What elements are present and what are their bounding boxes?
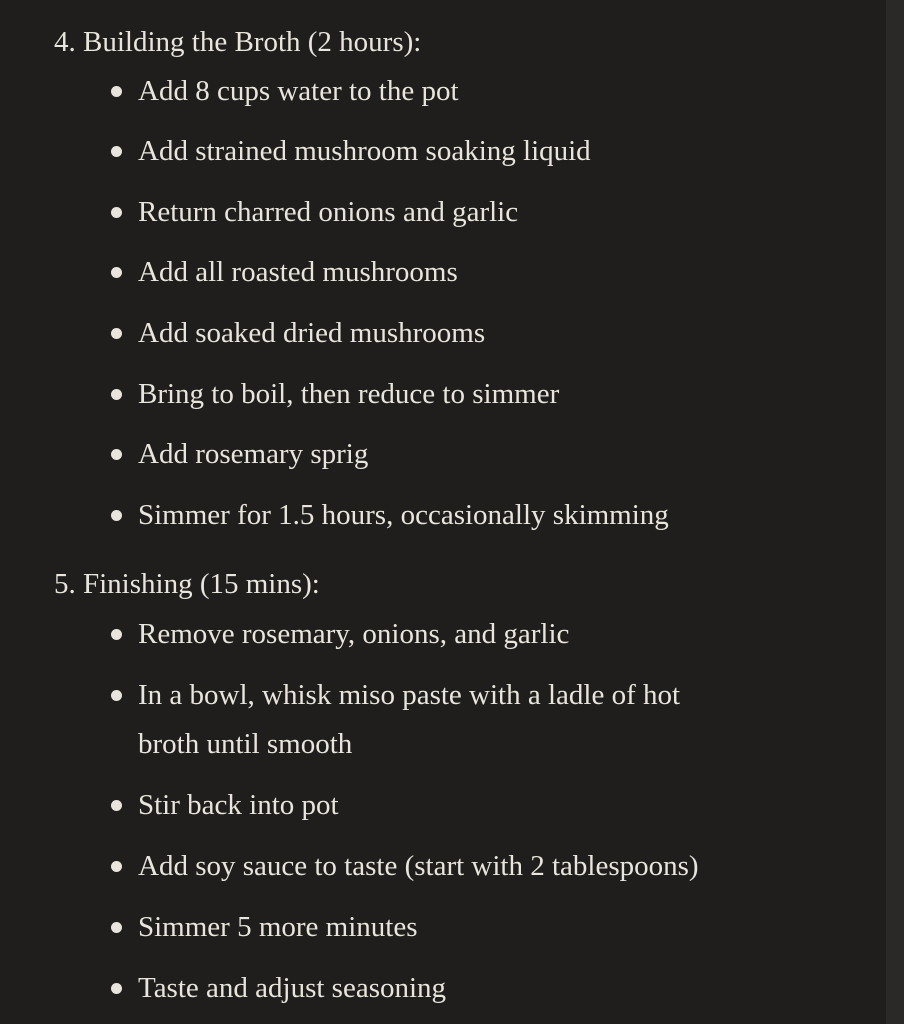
bullet-dot xyxy=(111,690,122,701)
list-item: Add all roasted mushrooms xyxy=(138,256,458,288)
bullet-dot xyxy=(111,449,122,460)
list-item: Taste and adjust seasoning xyxy=(138,972,447,1004)
list-item: Add strained mushroom soaking liquid xyxy=(138,135,591,167)
list-item: Bring to boil, then reduce to simmer xyxy=(138,378,560,410)
list-item-line-2: broth until smooth xyxy=(138,728,353,760)
list-item: Add soy sauce to taste (start with 2 tablespoons) xyxy=(138,850,699,882)
bullet-dot xyxy=(111,146,122,157)
list-item: Simmer for 1.5 hours, occasionally skimming xyxy=(138,499,669,531)
list-item: Simmer 5 more minutes xyxy=(138,911,418,943)
bullet-dot xyxy=(111,510,122,521)
step-heading-5: 5. Finishing (15 mins): xyxy=(54,568,320,600)
bullet-dot xyxy=(111,983,122,994)
bullet-dot xyxy=(111,86,122,97)
list-item-line-1: In a bowl, whisk miso paste with a ladle of hot xyxy=(138,679,681,711)
list-item: Remove rosemary, onions, and garlic xyxy=(138,618,570,650)
bullet-dot xyxy=(111,861,122,872)
bullet-dot xyxy=(111,328,122,339)
list-item: Add soaked dried mushrooms xyxy=(138,317,486,349)
list-item: Add 8 cups water to the pot xyxy=(138,75,459,107)
bullet-dot xyxy=(111,629,122,640)
bullet-dot xyxy=(111,800,122,811)
list-item: Return charred onions and garlic xyxy=(138,196,519,228)
step-heading-4: 4. Building the Broth (2 hours): xyxy=(54,26,422,58)
bullet-dot xyxy=(111,389,122,400)
bullet-dot xyxy=(111,922,122,933)
list-item: Add rosemary sprig xyxy=(138,438,369,470)
bullet-dot xyxy=(111,267,122,278)
bullet-dot xyxy=(111,207,122,218)
scrollbar-track[interactable] xyxy=(886,0,904,1024)
list-item: Stir back into pot xyxy=(138,789,339,821)
